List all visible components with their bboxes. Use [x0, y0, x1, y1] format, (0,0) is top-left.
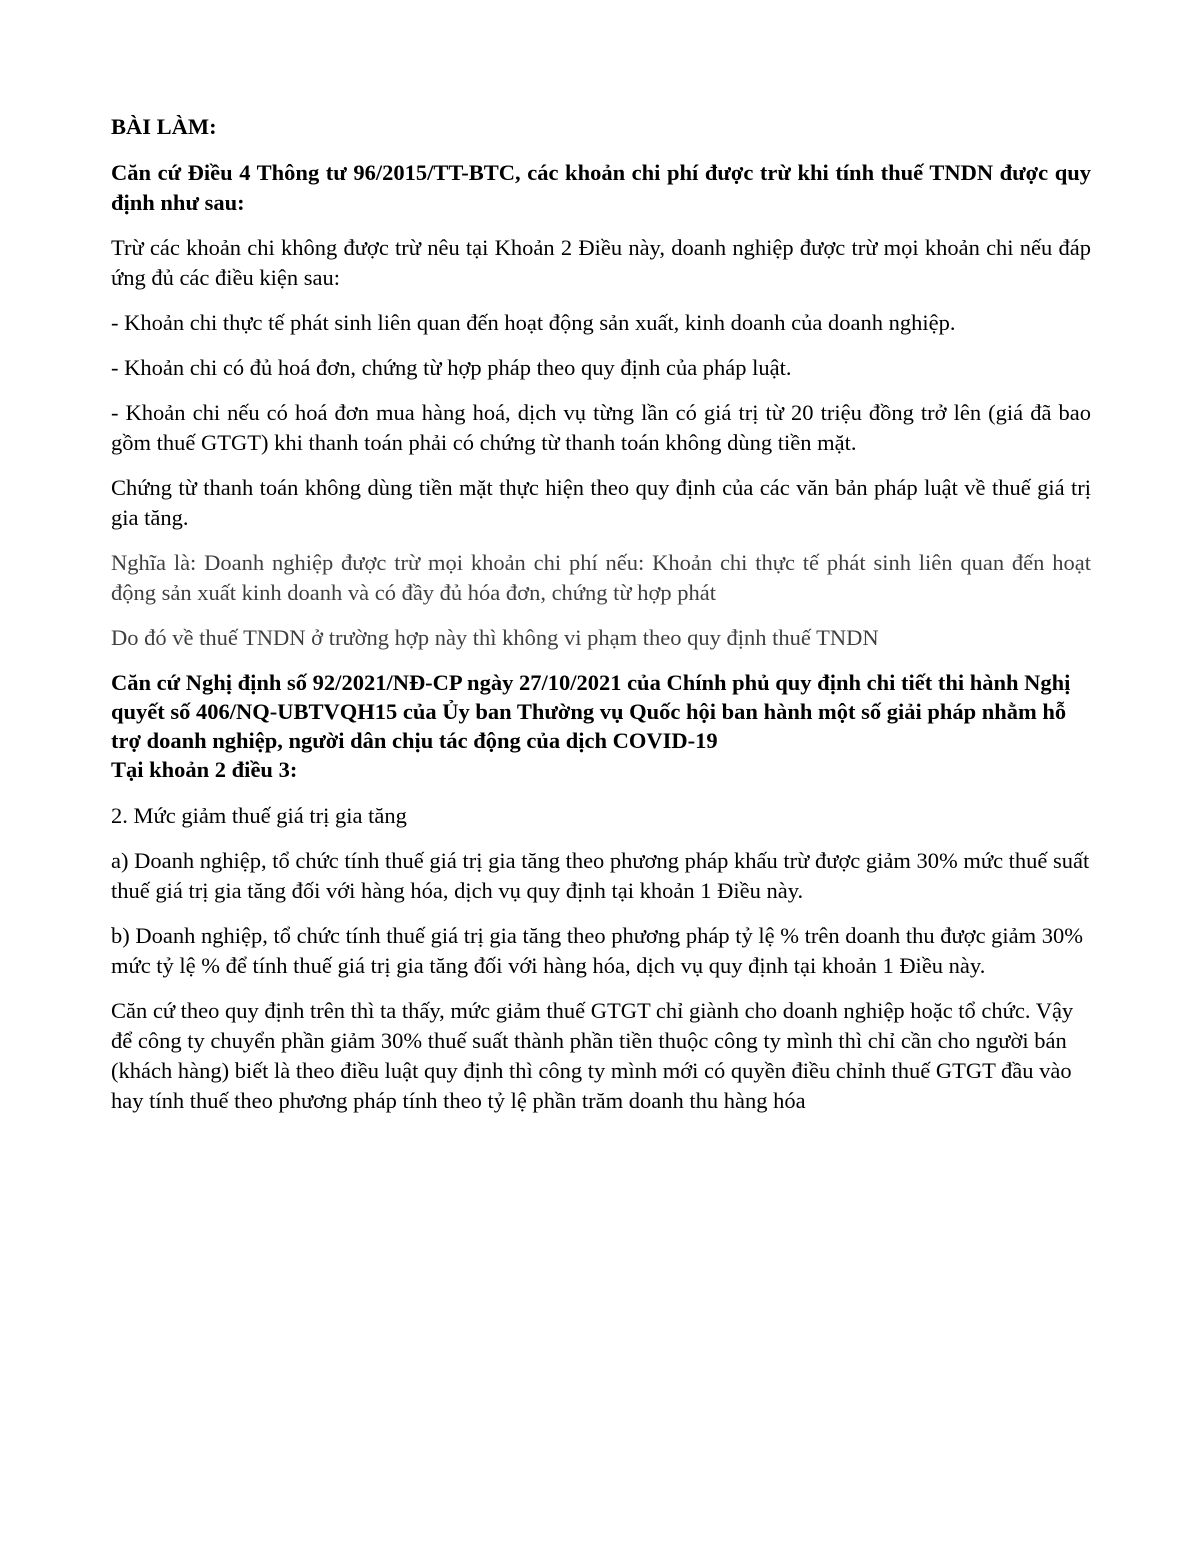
- paragraph-legal-basis-circular: Căn cứ Điều 4 Thông tư 96/2015/TT-BTC, các khoản chi phí được trừ khi tính thuế TNDN được quy định như sau:: [111, 160, 1091, 215]
- decree-text: Căn cứ Nghị định số 92/2021/NĐ-CP ngày 27/10/2021 của Chính phủ quy định chi tiết thi hành Nghị quyết số 406/NQ-UBTVQH15 của Ủy ban Thường vụ Quốc hội ban hành một số giải pháp nhằm hỗ trợ doanh nghiệp, người dân chịu tác động của dịch COVID-19: [111, 670, 1071, 753]
- paragraph-conclusion-tndn: Do đó về thuế TNDN ở trường hợp này thì không vi phạm theo quy định thuế TNDN: [111, 625, 879, 650]
- paragraph-vat-reduction-a: a) Doanh nghiệp, tổ chức tính thuế giá trị gia tăng theo phương pháp khấu trừ được giảm 30% mức thuế suất thuế giá trị gia tăng đối với hàng hóa, dịch vụ quy định tại khoản 1 Điều này.: [111, 848, 1090, 903]
- paragraph-deductible-conditions: Trừ các khoản chi không được trừ nêu tại Khoản 2 Điều này, doanh nghiệp được trừ mọi khoản chi nếu đáp ứng đủ các điều kiện sau:: [111, 235, 1091, 290]
- document-body: [111, 112, 1091, 1131]
- paragraph-condition-3: - Khoản chi nếu có hoá đơn mua hàng hoá, dịch vụ từng lần có giá trị từ 20 triệu đồng trở lên (giá đã bao gồm thuế GTGT) khi thanh toán phải có chứng từ thanh toán không dùng tiền mặt.: [111, 400, 1091, 455]
- paragraph-vat-reduction-title: 2. Mức giảm thuế giá trị gia tăng: [111, 803, 407, 828]
- paragraph-condition-1: - Khoản chi thực tế phát sinh liên quan đến hoạt động sản xuất, kinh doanh của doanh nghiệp.: [111, 310, 956, 335]
- paragraph-vat-reduction-b: b) Doanh nghiệp, tổ chức tính thuế giá trị gia tăng theo phương pháp tỷ lệ % trên doanh thu được giảm 30% mức tỷ lệ % để tính thuế giá trị gia tăng đối với hàng hóa, dịch vụ quy định tại khoản 1 Điều này.: [111, 923, 1084, 978]
- paragraph-meaning: Nghĩa là: Doanh nghiệp được trừ mọi khoản chi phí nếu: Khoản chi thực tế phát sinh liên quan đến hoạt động sản xuất kinh doanh và có đầy đủ hóa đơn, chứng từ hợp phát: [111, 550, 1091, 605]
- paragraph-condition-2: - Khoản chi có đủ hoá đơn, chứng từ hợp pháp theo quy định của pháp luật.: [111, 355, 792, 380]
- paragraph-non-cash-documents: Chứng từ thanh toán không dùng tiền mặt thực hiện theo quy định của các văn bản pháp luật về thuế giá trị gia tăng.: [111, 475, 1091, 530]
- paragraph-final-conclusion: Căn cứ theo quy định trên thì ta thấy, mức giảm thuế GTGT chỉ giành cho doanh nghiệp hoặc tổ chức. Vậy để công ty chuyển phần giảm 30% thuế suất thành phần tiền thuộc công ty mình thì chỉ cần cho người bán (khách hàng) biết là theo điều luật quy định thì công ty mình mới có quyền điều chỉnh thuế GTGT đầu vào hay tính thuế theo phương pháp tính theo tỷ lệ phần trăm doanh thu hàng hóa: [111, 998, 1074, 1113]
- paragraph-legal-basis-decree: [111, 668, 1091, 784]
- answer-heading: BÀI LÀM:: [111, 114, 217, 139]
- decree-clause-reference: Tại khoản 2 điều 3:: [111, 757, 298, 782]
